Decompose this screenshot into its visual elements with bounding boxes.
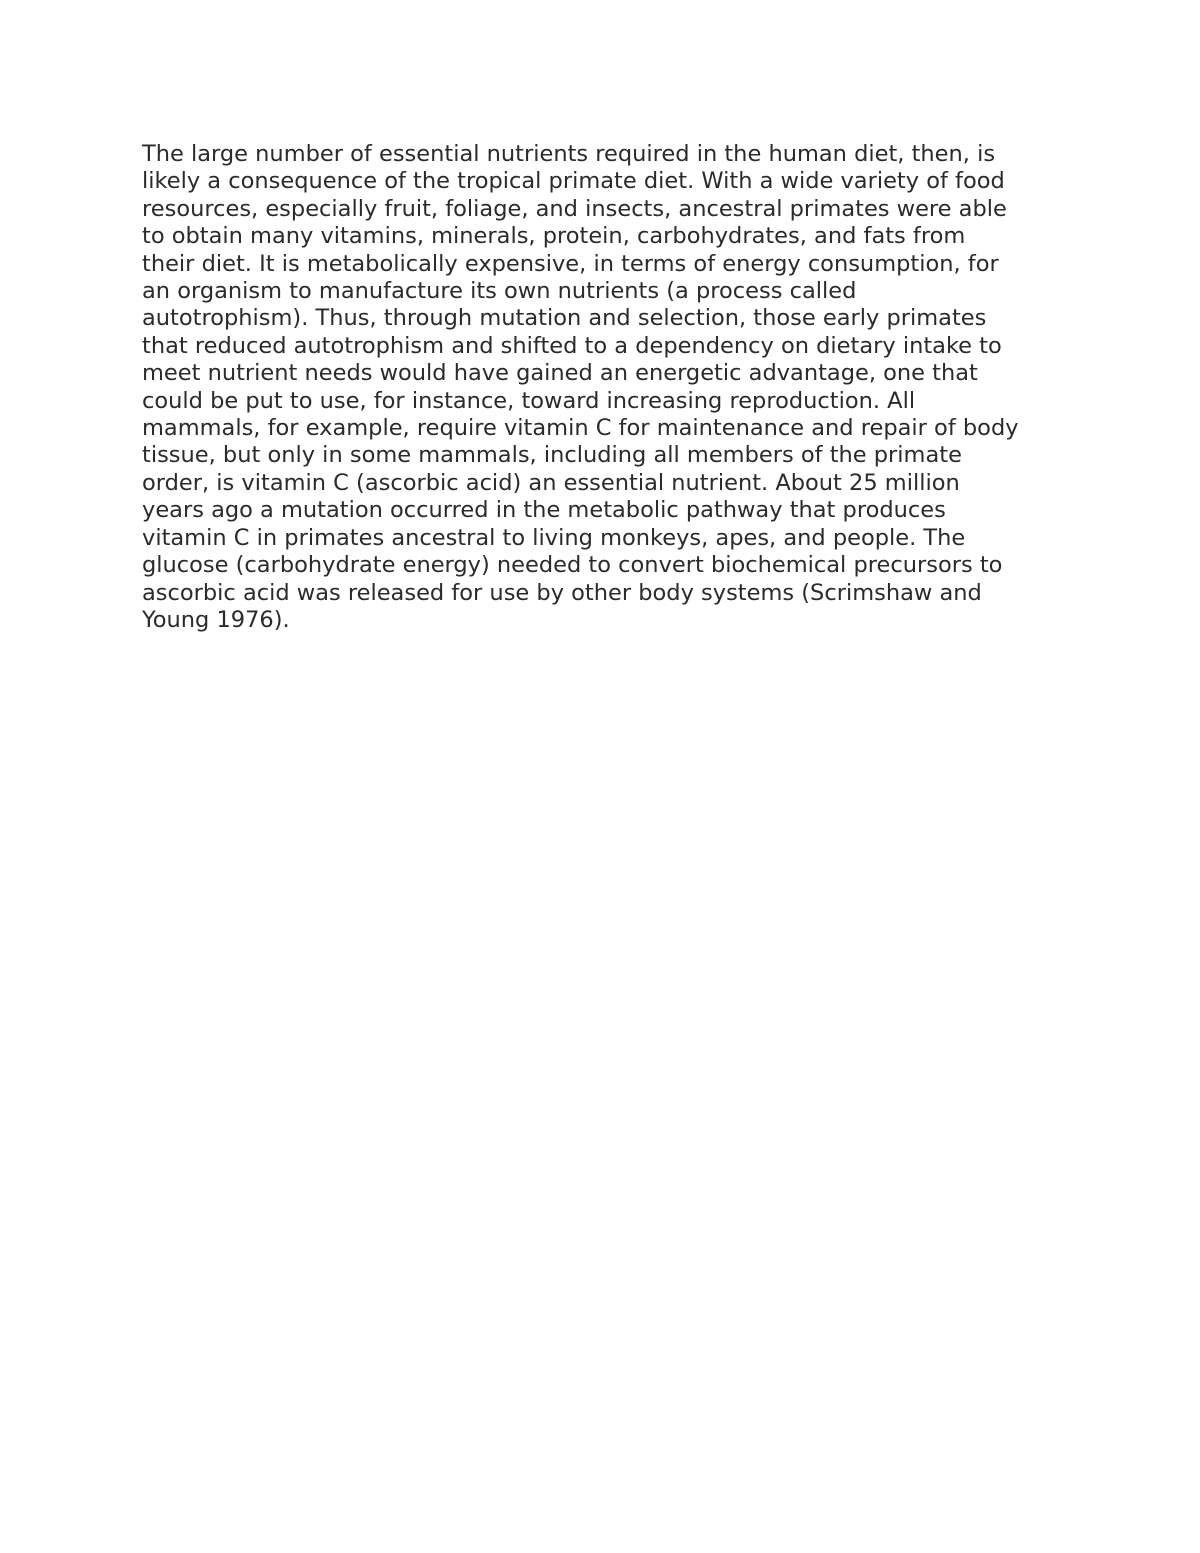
paragraph-line: could be put to use, for instance, toward increasing reproduction. All [142, 387, 916, 414]
paragraph-line: glucose (carbohydrate energy) needed to convert biochemical precursors to [142, 552, 1003, 579]
paragraph-line: ascorbic acid was released for use by other body systems (Scrimshaw and [142, 579, 982, 606]
paragraph-line: order, is vitamin C (ascorbic acid) an essential nutrient. About 25 million [142, 469, 960, 496]
paragraph-line: The large number of essential nutrients required in the human diet, then, is [142, 141, 996, 167]
paragraph-line: Young 1976). [142, 606, 290, 633]
paragraph-line: autotrophism). Thus, through mutation and selection, those early primates [142, 305, 987, 332]
paragraph-line: that reduced autotrophism and shifted to a dependency on dietary intake to [142, 332, 1002, 359]
paragraph-line: mammals, for example, require vitamin C for maintenance and repair of body [142, 415, 1019, 442]
paragraph-line: vitamin C in primates ancestral to living monkeys, apes, and people. The [142, 524, 966, 551]
paragraph-line: an organism to manufacture its own nutrients (a process called [142, 278, 857, 305]
body-paragraph [142, 141, 1082, 634]
paragraph-line: tissue, but only in some mammals, including all members of the primate [142, 442, 962, 469]
paragraph-line: to obtain many vitamins, minerals, protein, carbohydrates, and fats from [142, 223, 966, 250]
paragraph-line: resources, especially fruit, foliage, and insects, ancestral primates were able [142, 195, 1007, 222]
paragraph-line: years ago a mutation occurred in the metabolic pathway that produces [142, 497, 946, 524]
paragraph-line: meet nutrient needs would have gained an energetic advantage, one that [142, 360, 978, 387]
paragraph-line: their diet. It is metabolically expensive, in terms of energy consumption, for [142, 250, 999, 277]
paragraph-line: likely a consequence of the tropical primate diet. With a wide variety of food [142, 168, 1005, 195]
